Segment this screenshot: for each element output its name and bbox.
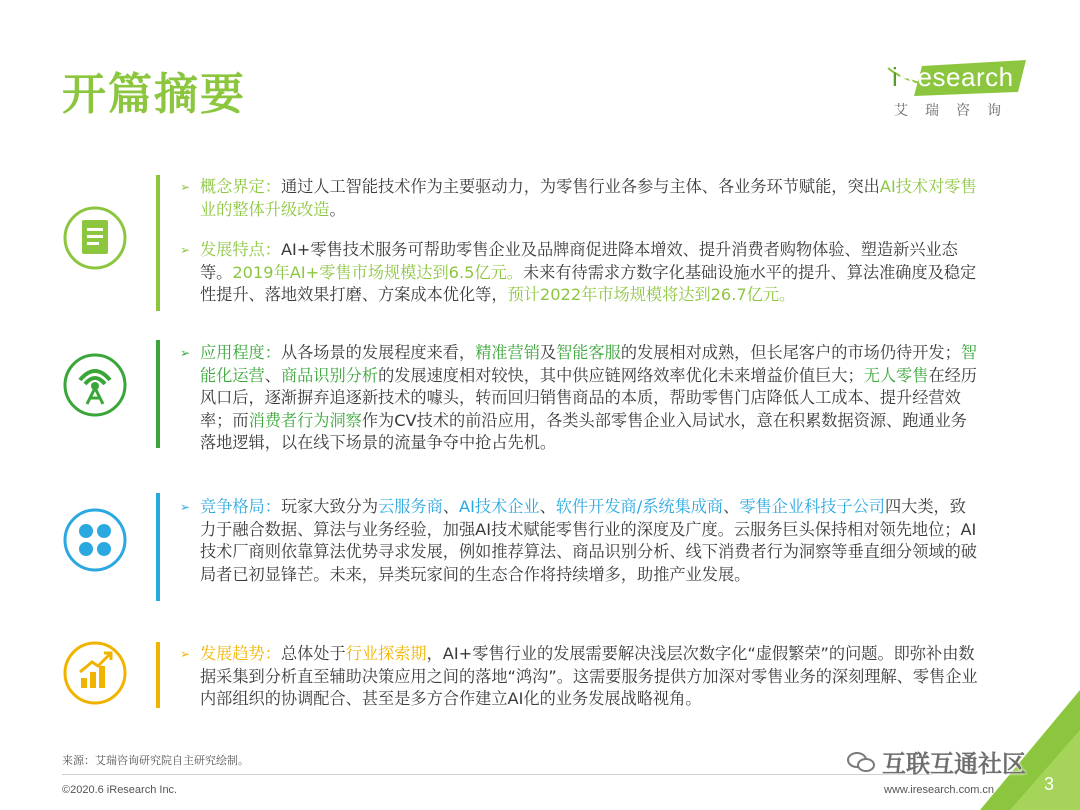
four-petal-icon [62,507,128,573]
text: 的发展相对成熟，但长尾客户的市场仍待开发； [620,343,961,362]
arrow-bullet-icon: ➢ [180,346,191,360]
highlight-ai-companies: AI技术企业 [459,497,540,516]
highlight-precision-marketing: 精准营销 [475,343,540,362]
page-number: 3 [1044,774,1055,794]
competitive-landscape [180,496,980,586]
highlight-consumer-insight: 消费者行为洞察 [248,410,362,430]
arrow-bullet-icon: ➢ [180,243,191,257]
features-text-2: 未来有待需求方数字化基础设施水平的提升、算法准确度及稳定性提升、落地效果打磨、方案成本优化等， [200,262,977,304]
market-2019-highlight: 2019年AI+零售市场规模达到6.5亿元。 [232,262,523,282]
development-trend [180,643,980,711]
competition-label: 竞争格局 [200,497,265,516]
text: 在经历风口后，逐渐摒弃追逐新技术的噱头，转而回归销售商品的本质，帮助零售门店降低人工成本、提升经营效率；而 [200,365,977,430]
highlight-cloud: 云服务商 [378,497,443,516]
wechat-icon [846,750,876,774]
logo-cn: 艾瑞咨询 [894,103,1018,119]
growth-chart-icon [62,640,128,706]
section-1-bar [156,175,160,311]
arrow-bullet-icon: ➢ [180,647,191,661]
features-text: AI+零售技术服务可帮助零售企业及品牌商促进降本增效、提升消费者购物体验、塑造新兴业态等。 [200,240,958,282]
concept-highlight: AI技术对零售业的整体升级改造 [200,177,977,219]
text: 及 [539,343,557,362]
text: 、 [264,365,281,385]
colon: ： [264,644,281,663]
features-label: 发展特点 [200,240,265,259]
market-2022-highlight: 预计2022年市场规模将达到26.7亿元。 [507,285,796,304]
text: 、 [442,497,459,516]
text: 从各场景的发展程度来看， [280,343,476,362]
section-4-text [180,643,980,720]
logo-word [892,62,1014,93]
website-link[interactable]: www.iresearch.com.cn [884,784,995,796]
section-3-text [180,496,980,595]
text: 的发展速度相对较快，其中供应链网络效率优化未来增益价值巨大； [378,365,864,385]
trend-label: 发展趋势 [200,644,265,663]
colon: ： [264,240,281,259]
highlight-smart-service: 智能客服 [556,343,621,362]
text: ，AI+零售行业的发展需要解决浅层次数字化“虚假繁荣”的问题。即弥补由数据采集到分析直至辅助决策应用之间的落地“鸿沟”。这需要服务提供方加深对零售业务的深刻理解、零售企业内部组织的协调配合、甚至是多方合作建立AI化的业务发展战略视角。 [200,644,978,708]
section-1-text [180,176,980,316]
document-icon [62,205,128,271]
signal-tower-icon [62,352,128,418]
application-label: 应用程度 [200,343,265,362]
section-3-bar [156,493,160,601]
section-4-bar [156,642,160,708]
arrow-bullet-icon: ➢ [180,500,191,514]
section-2-text [180,342,980,464]
application-level [180,342,980,455]
text: 总体处于 [280,644,346,663]
watermark-text: 互联互通社区 [882,750,1026,778]
text: 作为CV技术的前沿应用，各类头部零售企业入局试水，意在积累数据资源、跑通业务落地逻辑，以在线下场景的流量争夺中抢占先机。 [200,410,967,452]
highlight-product-recognition: 商品识别分析 [280,365,379,385]
highlight-retail-tech: 零售企业科技子公司 [739,497,885,516]
colon: ： [264,497,281,516]
section-2-bar [156,340,160,448]
arrow-bullet-icon: ➢ [180,180,191,194]
concept-text-end: 。 [329,199,346,219]
iresearch-logo [886,58,1036,124]
source-note: 来源：艾瑞咨询研究院自主研究绘制。 [62,754,249,767]
text: 四大类，致力于融合数据、算法与业务经验，加强AI技术赋能零售行业的深度及广度。云服务巨头保持相对领先地位；AI技术厂商则依靠算法优势寻求发展，例如推荐算法、商品识别分析、线下消费者行为洞察等垂直细分领域的破局者已初显锋芒。未来，异类玩家间的生态合作将持续增多，助推产业发展。 [200,497,977,584]
concept-definition [180,176,980,221]
page-title: 开篇摘要 [62,69,246,120]
text: 、 [723,497,740,516]
concept-label: 概念界定 [200,177,265,196]
highlight-smart-operation: 智能化运营 [200,343,977,385]
logo-i: i [892,62,899,92]
colon: ： [264,177,281,196]
footer-divider [62,774,932,775]
colon: ： [264,343,281,362]
highlight-software: 软件开发商/系统集成商 [555,497,724,516]
text: 玩家大致分为 [280,497,379,516]
concept-text: 通过人工智能技术作为主要驱动力，为零售行业各参与主体、各业务环节赋能，突出 [280,177,880,196]
highlight-exploration: 行业探索期 [345,644,427,663]
copyright: ©2020.6 iResearch Inc. [62,784,178,796]
highlight-unmanned-retail: 无人零售 [863,365,929,385]
logo-research: Research [898,62,1014,92]
text: 、 [539,497,556,516]
development-features [180,239,980,307]
